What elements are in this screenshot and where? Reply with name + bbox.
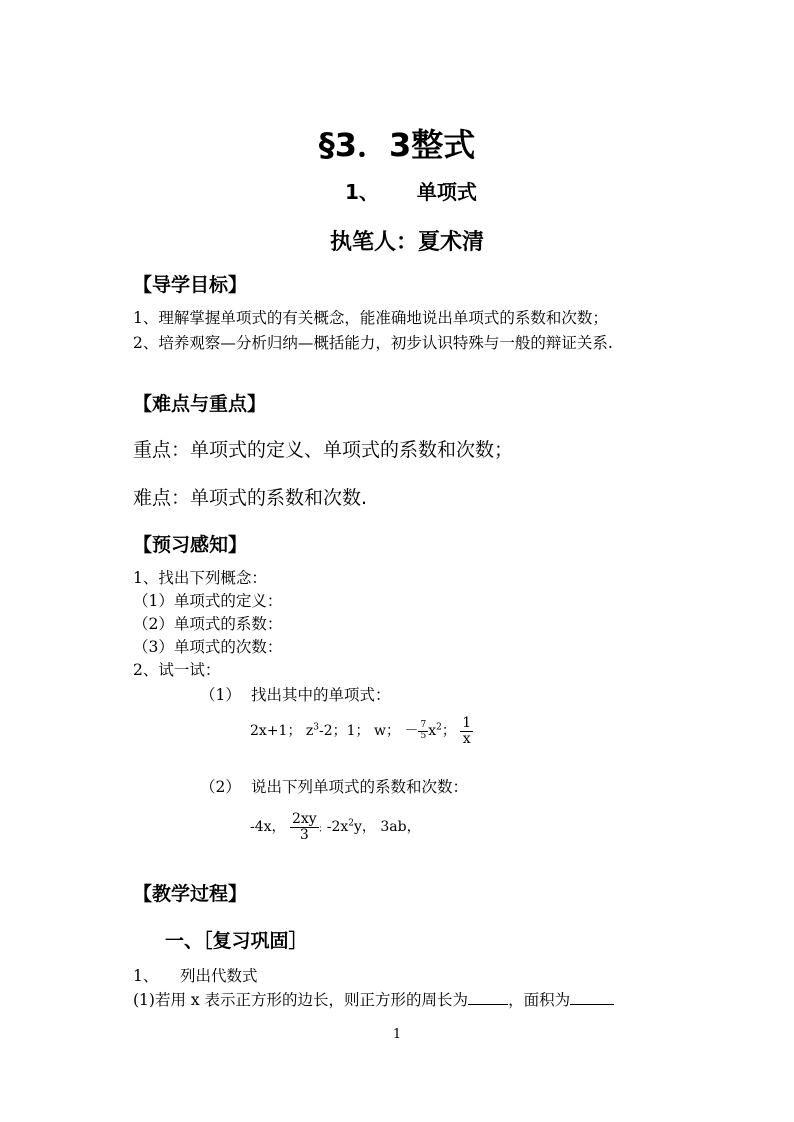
expression-list-2 xyxy=(250,812,421,842)
expr1-fraction-small xyxy=(418,721,428,741)
question-text: (1)若用 x 表示正方形的边长，则正方形的周长为 xyxy=(133,991,469,1009)
expr1-fraction-large xyxy=(460,716,473,746)
focus-point: 重点：单项式的定义、单项式的系数和次数； xyxy=(133,439,514,461)
answer-blank-perimeter[interactable] xyxy=(468,989,508,1006)
subtitle-text: 单项式 xyxy=(416,180,477,204)
preview-q1: 1、找出下列概念： xyxy=(133,569,267,587)
expr2-frac-num: 2xy xyxy=(292,811,317,827)
process-question-1 xyxy=(133,988,614,1010)
preview-q1-item-1: （1）单项式的定义： xyxy=(133,592,283,610)
answer-blank-area[interactable] xyxy=(570,989,614,1006)
page-number: 1 xyxy=(392,1027,402,1042)
preview-q1-item-3: （3）单项式的次数： xyxy=(133,638,283,656)
expression-list-1 xyxy=(250,716,473,746)
expr1-frac1-num: 7 xyxy=(420,720,427,731)
process-item-1-number: 1、 xyxy=(133,967,159,985)
expr1-part-a: 2x+1； z xyxy=(250,723,314,740)
process-heading: 【教学过程】 xyxy=(133,883,248,905)
keypoints-heading: 【难点与重点】 xyxy=(133,393,267,415)
preview-q2-2-text: 说出下列单项式的系数和次数： xyxy=(251,778,469,796)
goal-item-2: 2、培养观察—分析归纳—概括能力，初步认识特殊与一般的辩证关系. xyxy=(133,334,613,352)
process-part-1: 一、［复习巩固］ xyxy=(165,930,308,952)
lesson-subtitle xyxy=(345,176,477,205)
process-item-1-text: 列出代数式 xyxy=(180,967,258,985)
expr2-frac-den: 3 xyxy=(299,826,309,843)
expr2-part-c: y， 3ab， xyxy=(354,819,421,836)
expr1-frac1-den: 5 xyxy=(420,730,427,741)
preview-q2-1-text: 找出其中的单项式： xyxy=(251,686,391,704)
author-line: 执笔人：夏术清 xyxy=(330,230,485,255)
preview-q2-1-number: （1） xyxy=(200,686,241,704)
expr1-frac2-den: x xyxy=(462,730,471,747)
preview-q2: 2、试一试： xyxy=(133,661,221,679)
expr1-negative-sign: － xyxy=(404,723,419,740)
expr2-fraction xyxy=(290,812,319,842)
difficulty-point: 难点：单项式的系数和次数. xyxy=(133,487,368,509)
expr1-frac1-exp: 2 xyxy=(436,722,442,733)
goal-item-1: 1、理解掌握单项式的有关概念，能准确地说出单项式的系数和次数； xyxy=(133,309,608,327)
question-text-mid: ，面积为 xyxy=(508,991,571,1009)
expr2-exponent: 2 xyxy=(348,818,354,829)
expr1-part-b: -2；1； w； xyxy=(319,723,400,740)
goals-heading: 【导学目标】 xyxy=(133,274,248,296)
expr2-separator: ； xyxy=(318,824,327,834)
page-title: §3．3整式 xyxy=(318,126,476,164)
subtitle-number: 1、 xyxy=(345,180,379,204)
expr1-exponent-a: 3 xyxy=(313,722,320,733)
preview-heading: 【预习感知】 xyxy=(133,534,248,556)
preview-q2-2-number: （2） xyxy=(200,778,241,796)
expr1-frac2-num: 1 xyxy=(462,715,472,731)
preview-q1-item-2: （2）单项式的系数： xyxy=(133,615,283,633)
expr2-part-b: -2x xyxy=(326,819,349,836)
expr1-frac1-var: x xyxy=(428,723,437,740)
expr2-part-a: -4x， xyxy=(250,819,286,836)
expr1-separator: ； xyxy=(441,723,456,740)
